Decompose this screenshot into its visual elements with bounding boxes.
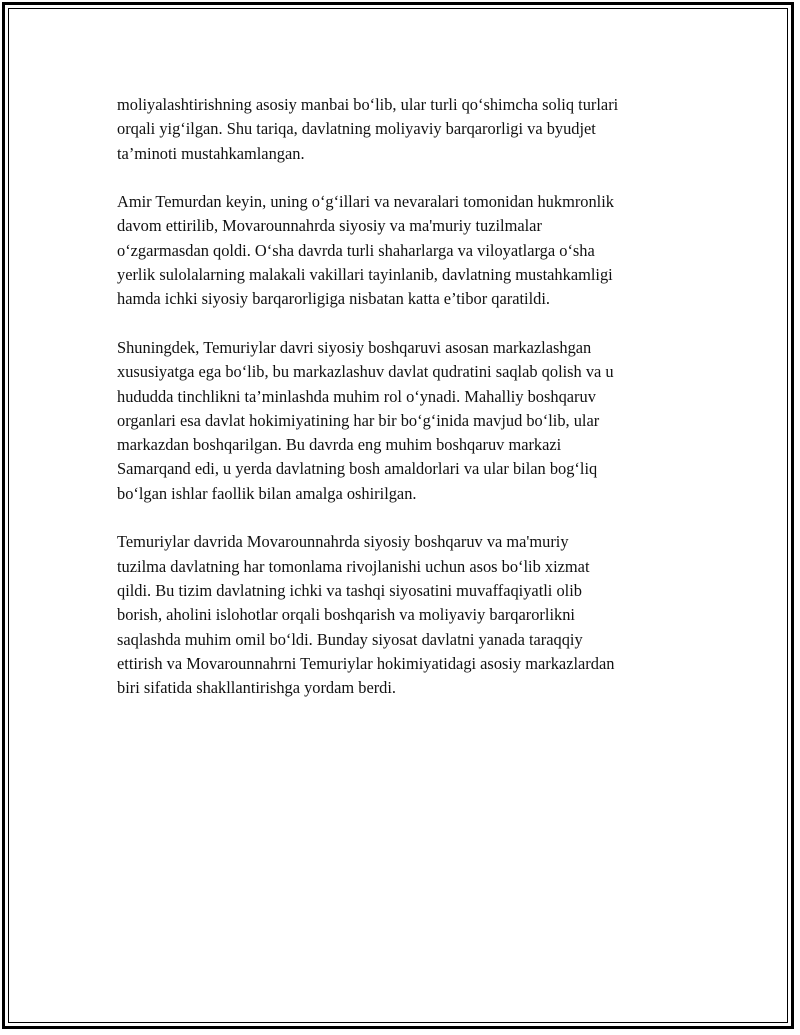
text-line: ettirish va Movarounnahrni Temuriylar hokimiyatidagi asosiy markazlardan (117, 653, 615, 673)
text-line: qildi. Bu tizim davlatning ichki va tashqi siyosatini muvaffaqiyatli olib (117, 580, 582, 600)
text-line: organlari esa davlat hokimiyatining har bir bo‘g‘inida mavjud bo‘lib, ular (117, 410, 600, 430)
paragraph (117, 336, 697, 506)
text-line: markazdan boshqarilgan. Bu davrda eng muhim boshqaruv markazi (117, 435, 562, 455)
text-line: Shuningdek, Temuriylar davri siyosiy boshqaruvi asosan markazlashgan (117, 337, 592, 357)
text-line: o‘zgarmasdan qoldi. O‘sha davrda turli shaharlarga va viloyatlarga o‘sha (117, 240, 595, 260)
text-line: bo‘lgan ishlar faollik bilan amalga oshirilgan. (117, 483, 417, 503)
text-line: hududda tinchlikni ta’minlashda muhim rol o‘ynadi. Mahalliy boshqaruv (117, 386, 596, 406)
text-line: Amir Temurdan keyin, uning o‘g‘illari va nevaralari tomonidan hukmronlik (117, 192, 614, 212)
text-line: moliyalashtirishning asosiy manbai bo‘lib, ular turli qo‘shimcha soliq turlari (117, 95, 619, 114)
text-line: Samarqand edi, u yerda davlatning bosh amaldorlari va ular bilan bog‘liq (117, 459, 598, 479)
paragraph (117, 190, 697, 311)
text-line: davom ettirilib, Movarounnahrda siyosiy va ma'muriy tuzilmalar (117, 216, 542, 236)
paragraph (117, 93, 697, 166)
text-line: yerlik sulolalarning malakali vakillari tayinlanib, davlatning mustahkamligi (117, 265, 613, 285)
text-line: biri sifatida shakllantirishga yordam berdi. (117, 678, 397, 698)
text-line: borish, aholini islohotlar orqali boshqarish va moliyaviy barqarorlikni (117, 605, 575, 625)
document-body (117, 93, 697, 725)
text-line: saqlashda muhim omil bo‘ldi. Bunday siyosat davlatni yanada taraqqiy (117, 629, 583, 649)
text-line: xususiyatga ega bo‘lib, bu markazlashuv davlat qudratini saqlab qolish va u (117, 362, 614, 382)
paragraph (117, 530, 697, 700)
text-line: tuzilma davlatning har tomonlama rivojlanishi uchun asos bo‘lib xizmat (117, 556, 590, 576)
text-line: hamda ichki siyosiy barqarorligiga nisbatan katta e’tibor qaratildi. (117, 289, 551, 309)
text-line: ta’minoti mustahkamlangan. (117, 143, 305, 163)
text-line: orqali yig‘ilgan. Shu tariqa, davlatning moliyaviy barqarorligi va byudjet (117, 119, 596, 139)
text-line: Temuriylar davrida Movarounnahrda siyosiy boshqaruv va ma'muriy (117, 532, 569, 552)
